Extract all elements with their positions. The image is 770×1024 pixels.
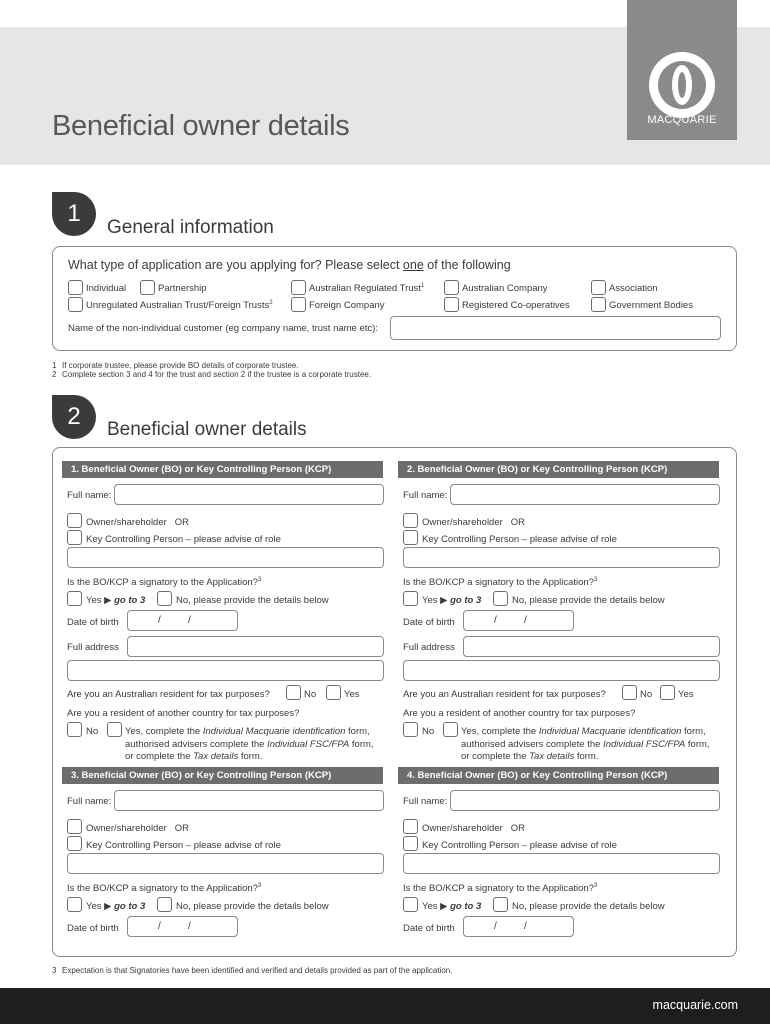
bo-2-signatory-yes-label: Yes ▶ go to 3 xyxy=(422,595,482,606)
bo-2-kcp-label: Key Controlling Person – please advise of role xyxy=(422,534,617,545)
section-1-title: General information xyxy=(107,217,274,238)
bo-2-owner-checkbox[interactable] xyxy=(403,513,418,528)
bo-2-dob-sep-1: / xyxy=(494,615,497,626)
bo-2-dob-sep-2: / xyxy=(524,615,527,626)
bo-1-dob-sep-1: / xyxy=(158,615,161,626)
bo-1-kcp-checkbox[interactable] xyxy=(67,530,82,545)
bo-2-other-country-yes-label: Yes, complete the Individual Macquarie identification form, authorised advisers complete the Individual FSC/FPA form, or complete the Tax details form. xyxy=(461,726,710,762)
bo-4-owner-checkbox[interactable] xyxy=(403,819,418,834)
bo-1-dob-sep-2: / xyxy=(188,615,191,626)
bo-1-signatory-yes-checkbox[interactable] xyxy=(67,591,82,606)
bo-1-kcp-label: Key Controlling Person – please advise of role xyxy=(86,534,281,545)
bo-2-full-name-label: Full name: xyxy=(403,490,448,501)
bo-3-full-name-label: Full name: xyxy=(67,796,112,807)
logo-wordmark: MACQUARIE xyxy=(647,114,717,126)
bo-2-aus-resident-no-label: No xyxy=(640,689,653,700)
label-association: Association xyxy=(609,283,658,294)
bo-3-signatory-no-checkbox[interactable] xyxy=(157,897,172,912)
bo-1-aus-resident-question: Are you an Australian resident for tax purposes? xyxy=(67,689,270,700)
bo-3-signatory-yes-checkbox[interactable] xyxy=(67,897,82,912)
application-type-question: What type of application are you applying for? Please select one of the following xyxy=(68,258,511,272)
bo-1-owner-label: Owner/shareholder OR xyxy=(86,517,189,528)
bo-4-kcp-label: Key Controlling Person – please advise of role xyxy=(422,840,617,851)
label-aus-company: Australian Company xyxy=(462,283,548,294)
bo-2-aus-resident-question: Are you an Australian resident for tax purposes? xyxy=(403,689,606,700)
checkbox-registered-coop[interactable] xyxy=(444,297,459,312)
bo-2-header: 2. Beneficial Owner (BO) or Key Controlling Person (KCP) xyxy=(398,461,719,478)
bo-3-kcp-label: Key Controlling Person – please advise of role xyxy=(86,840,281,851)
bo-2-address-input-1[interactable] xyxy=(463,636,720,657)
bo-2-owner-label: Owner/shareholder OR xyxy=(422,517,525,528)
bo-1-address-input-2[interactable] xyxy=(67,660,384,681)
section-2-title: Beneficial owner details xyxy=(107,419,307,440)
bo-3-full-name-input[interactable] xyxy=(114,790,384,811)
footnote-3: Expectation is that Signatories have been identified and verified and details provided as part of the application. xyxy=(62,966,453,975)
bo-4-role-input[interactable] xyxy=(403,853,720,874)
bo-2-signatory-no-checkbox[interactable] xyxy=(493,591,508,606)
label-government-bodies: Government Bodies xyxy=(609,300,693,311)
bo-2-full-name-input[interactable] xyxy=(450,484,720,505)
bo-4-dob-label: Date of birth xyxy=(403,923,455,934)
footer-url: macquarie.com xyxy=(652,998,738,1012)
bo-2-signatory-no-label: No, please provide the details below xyxy=(512,595,665,606)
bo-4-full-name-input[interactable] xyxy=(450,790,720,811)
label-unregulated-trust: Unregulated Australian Trust/Foreign Trusts$^2$ xyxy=(86,300,273,312)
bo-3-dob-input[interactable] xyxy=(127,916,238,937)
checkbox-foreign-company[interactable] xyxy=(291,297,306,312)
bo-3-signatory-yes-label: Yes ▶ go to 3 xyxy=(86,901,146,912)
bo-4-signatory-yes-checkbox[interactable] xyxy=(403,897,418,912)
bo-1-other-country-no-label: No xyxy=(86,726,99,737)
bo-1-signatory-yes-label: Yes ▶ go to 3 xyxy=(86,595,146,606)
customer-name-input[interactable] xyxy=(390,316,721,340)
bo-2-signatory-yes-checkbox[interactable] xyxy=(403,591,418,606)
bo-1-full-name-label: Full name: xyxy=(67,490,112,501)
bo-1-signatory-question: Is the BO/KCP a signatory to the Application?$^3$ xyxy=(67,577,262,589)
footnote-3-number: 3 xyxy=(52,966,57,975)
bo-3-dob-sep-2: / xyxy=(188,921,191,932)
bo-3-owner-checkbox[interactable] xyxy=(67,819,82,834)
bo-1-aus-resident-yes-checkbox[interactable] xyxy=(326,685,341,700)
bo-2-aus-resident-yes-checkbox[interactable] xyxy=(660,685,675,700)
bo-1-aus-resident-yes-label: Yes xyxy=(344,689,360,700)
checkbox-aus-company[interactable] xyxy=(444,280,459,295)
checkbox-partnership[interactable] xyxy=(140,280,155,295)
bo-1-dob-input[interactable] xyxy=(127,610,238,631)
bo-4-header: 4. Beneficial Owner (BO) or Key Controlling Person (KCP) xyxy=(398,767,719,784)
bo-2-address-label: Full address xyxy=(403,642,455,653)
bo-2-other-country-yes-checkbox[interactable] xyxy=(443,722,458,737)
bo-3-signatory-no-label: No, please provide the details below xyxy=(176,901,329,912)
bo-1-address-label: Full address xyxy=(67,642,119,653)
bo-1-other-country-question: Are you a resident of another country for tax purposes? xyxy=(67,708,300,719)
bo-1-address-input-1[interactable] xyxy=(127,636,384,657)
bo-3-dob-label: Date of birth xyxy=(67,923,119,934)
bo-1-signatory-no-checkbox[interactable] xyxy=(157,591,172,606)
bo-4-owner-label: Owner/shareholder OR xyxy=(422,823,525,834)
bo-1-aus-resident-no-label: No xyxy=(304,689,317,700)
label-registered-coop: Registered Co-operatives xyxy=(462,300,570,311)
bo-1-other-country-yes-checkbox[interactable] xyxy=(107,722,122,737)
bo-1-aus-resident-no-checkbox[interactable] xyxy=(286,685,301,700)
bo-4-signatory-question: Is the BO/KCP a signatory to the Application?$^3$ xyxy=(403,883,598,895)
label-partnership: Partnership xyxy=(158,283,207,294)
bo-1-role-input[interactable] xyxy=(67,547,384,568)
bo-1-dob-label: Date of birth xyxy=(67,617,119,628)
footnote-1: If corporate trustee, please provide BO details of corporate trustee. xyxy=(62,361,299,370)
bo-4-signatory-no-checkbox[interactable] xyxy=(493,897,508,912)
bo-3-signatory-question: Is the BO/KCP a signatory to the Application?$^3$ xyxy=(67,883,262,895)
general-information-panel xyxy=(52,246,737,351)
bo-2-other-country-no-label: No xyxy=(422,726,435,737)
checkbox-government-bodies[interactable] xyxy=(591,297,606,312)
section-1-badge: 1 xyxy=(52,192,96,236)
macquarie-logo xyxy=(627,0,737,140)
bo-1-header: 1. Beneficial Owner (BO) or Key Controlling Person (KCP) xyxy=(62,461,383,478)
label-individual: Individual xyxy=(86,283,127,294)
page-title: Beneficial owner details xyxy=(52,110,350,142)
bo-2-kcp-checkbox[interactable] xyxy=(403,530,418,545)
bo-1-signatory-no-label: No, please provide the details below xyxy=(176,595,329,606)
bo-1-other-country-yes-label: Yes, complete the Individual Macquarie identification form, authorised advisers complete the Individual FSC/FPA form, or complete the Tax details form. xyxy=(125,726,374,762)
bo-2-dob-label: Date of birth xyxy=(403,617,455,628)
bo-3-dob-sep-1: / xyxy=(158,921,161,932)
checkbox-individual[interactable] xyxy=(68,280,83,295)
bo-3-header: 3. Beneficial Owner (BO) or Key Controlling Person (KCP) xyxy=(62,767,383,784)
bo-2-other-country-no-checkbox[interactable] xyxy=(403,722,418,737)
bo-3-kcp-checkbox[interactable] xyxy=(67,836,82,851)
bo-4-signatory-no-label: No, please provide the details below xyxy=(512,901,665,912)
bo-2-dob-input[interactable] xyxy=(463,610,574,631)
label-foreign-company: Foreign Company xyxy=(309,300,385,311)
checkbox-aus-regulated-trust[interactable] xyxy=(291,280,306,295)
bo-4-full-name-label: Full name: xyxy=(403,796,448,807)
customer-name-label: Name of the non-individual customer (eg company name, trust name etc): xyxy=(68,323,378,334)
label-aus-regulated-trust: Australian Regulated Trust$^1$ xyxy=(309,283,425,295)
bo-1-owner-checkbox[interactable] xyxy=(67,513,82,528)
footnote-2: Complete section 3 and 4 for the trust and section 2 if the trustee is a corporate trustee. xyxy=(62,370,372,379)
footnote-2-number: 2 xyxy=(52,370,57,379)
bo-1-other-country-no-checkbox[interactable] xyxy=(67,722,82,737)
bo-2-other-country-question: Are you a resident of another country for tax purposes? xyxy=(403,708,636,719)
bo-4-dob-sep-2: / xyxy=(524,921,527,932)
footer-band xyxy=(0,988,770,1024)
bo-3-role-input[interactable] xyxy=(67,853,384,874)
bo-2-aus-resident-yes-label: Yes xyxy=(678,689,694,700)
bo-2-address-input-2[interactable] xyxy=(403,660,720,681)
bo-4-dob-input[interactable] xyxy=(463,916,574,937)
bo-2-aus-resident-no-checkbox[interactable] xyxy=(622,685,637,700)
section-2-badge: 2 xyxy=(52,395,96,439)
bo-2-signatory-question: Is the BO/KCP a signatory to the Application?$^3$ xyxy=(403,577,598,589)
footnote-1-number: 1 xyxy=(52,361,57,370)
bo-2-role-input[interactable] xyxy=(403,547,720,568)
bo-4-dob-sep-1: / xyxy=(494,921,497,932)
macquarie-logo-icon xyxy=(647,50,717,120)
bo-3-owner-label: Owner/shareholder OR xyxy=(86,823,189,834)
bo-4-signatory-yes-label: Yes ▶ go to 3 xyxy=(422,901,482,912)
bo-1-full-name-input[interactable] xyxy=(114,484,384,505)
checkbox-unregulated-trust[interactable] xyxy=(68,297,83,312)
bo-4-kcp-checkbox[interactable] xyxy=(403,836,418,851)
checkbox-association[interactable] xyxy=(591,280,606,295)
